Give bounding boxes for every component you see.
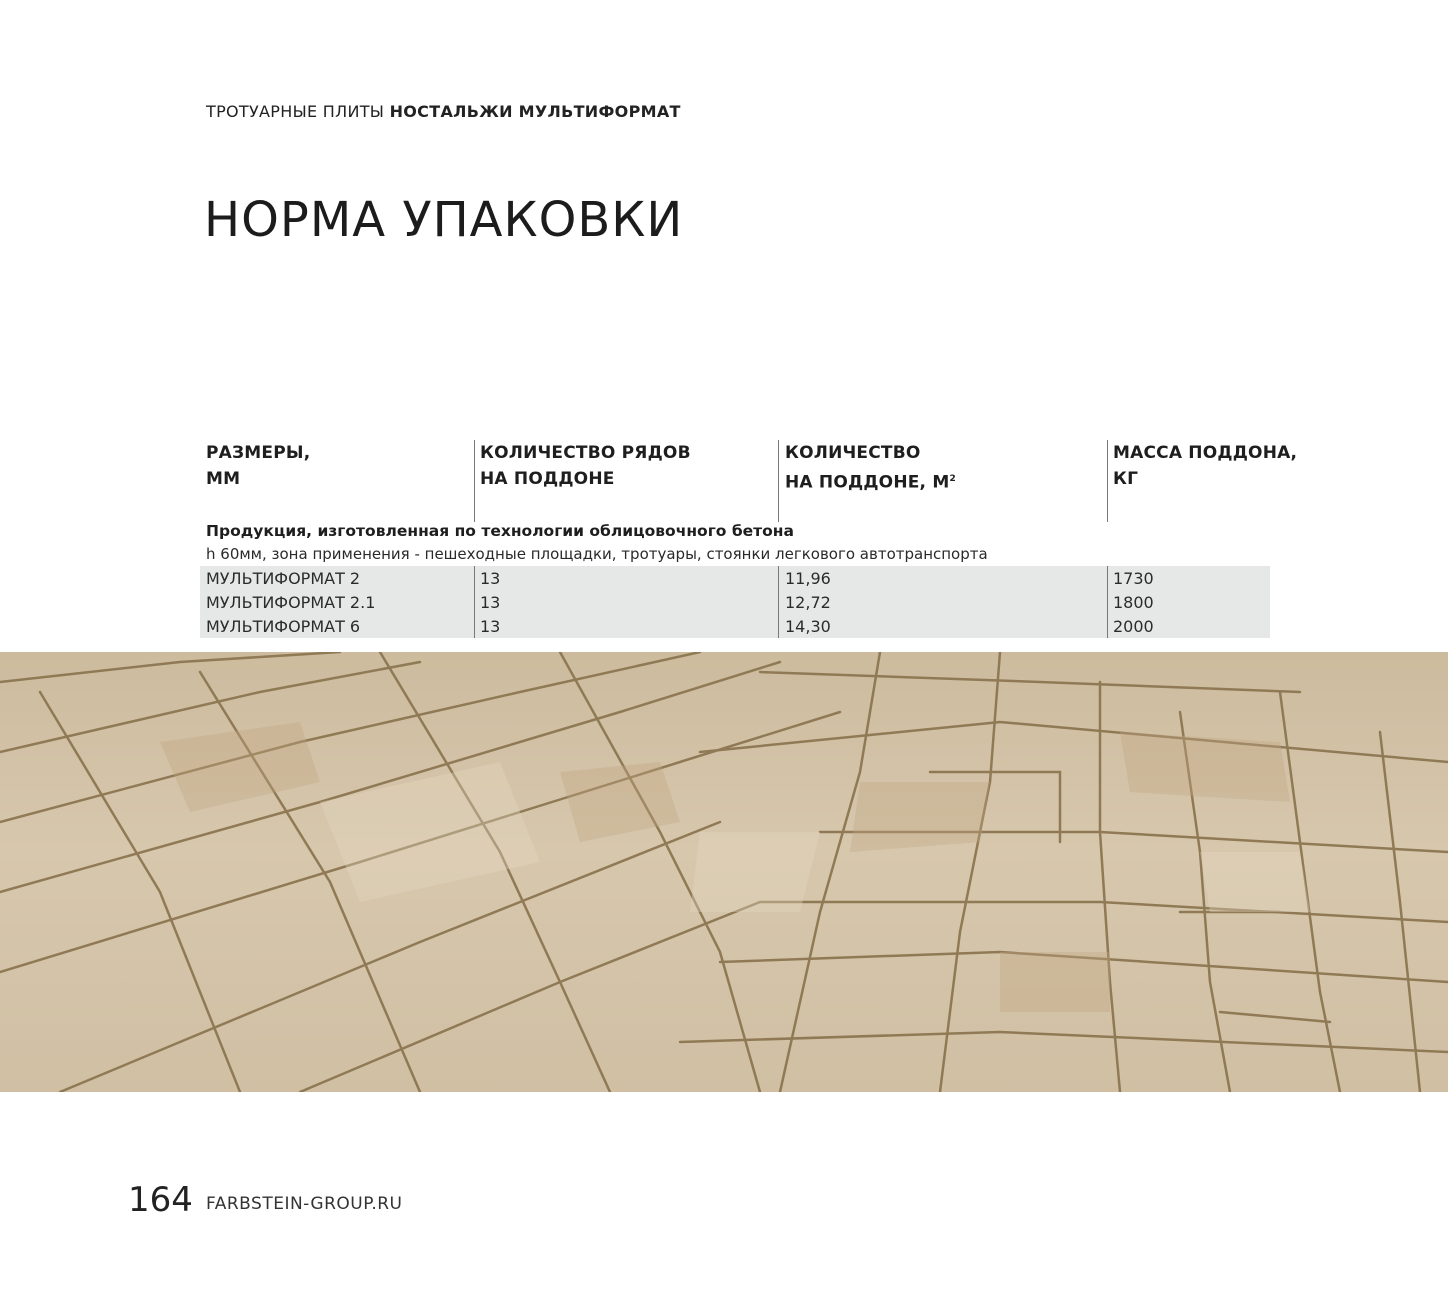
website-link[interactable]: FARBSTEIN-GROUP.RU	[206, 1194, 403, 1214]
col-separator	[1107, 440, 1108, 522]
section-header-product: НОСТАЛЬЖИ МУЛЬТИФОРМАТ	[389, 102, 681, 121]
section-header-prefix: ТРОТУАРНЫЕ ПЛИТЫ	[206, 102, 385, 121]
col-header-sizes: РАЗМЕРЫ, ММ	[206, 443, 311, 489]
col-separator	[778, 440, 779, 522]
product-group-subtitle: h 60мм, зона применения - пешеходные площадки, тротуары, стоянки легкового автотранспорта	[206, 545, 988, 563]
page-title: НОРМА УПАКОВКИ	[204, 192, 684, 248]
table-row: МУЛЬТИФОРМАТ 6 13 14,30 2000	[206, 617, 1154, 636]
col-separator	[474, 440, 475, 522]
paving-photo	[0, 652, 1448, 1092]
product-group-title: Продукция, изготовленная по технологии облицовочного бетона	[206, 522, 794, 540]
col-header-rows: КОЛИЧЕСТВО РЯДОВ НА ПОДДОНЕ	[480, 443, 691, 489]
paving-pattern	[0, 652, 1448, 1092]
section-header	[206, 102, 681, 121]
table-row: МУЛЬТИФОРМАТ 2.1 13 12,72 1800	[206, 593, 1154, 612]
col-header-area: КОЛИЧЕСТВО НА ПОДДОНЕ, $М^2$	[785, 443, 956, 493]
page-number: 164	[128, 1180, 193, 1220]
table-row: МУЛЬТИФОРМАТ 2 13 11,96 1730	[206, 569, 1154, 588]
col-header-mass: МАССА ПОДДОНА, КГ	[1113, 443, 1298, 489]
